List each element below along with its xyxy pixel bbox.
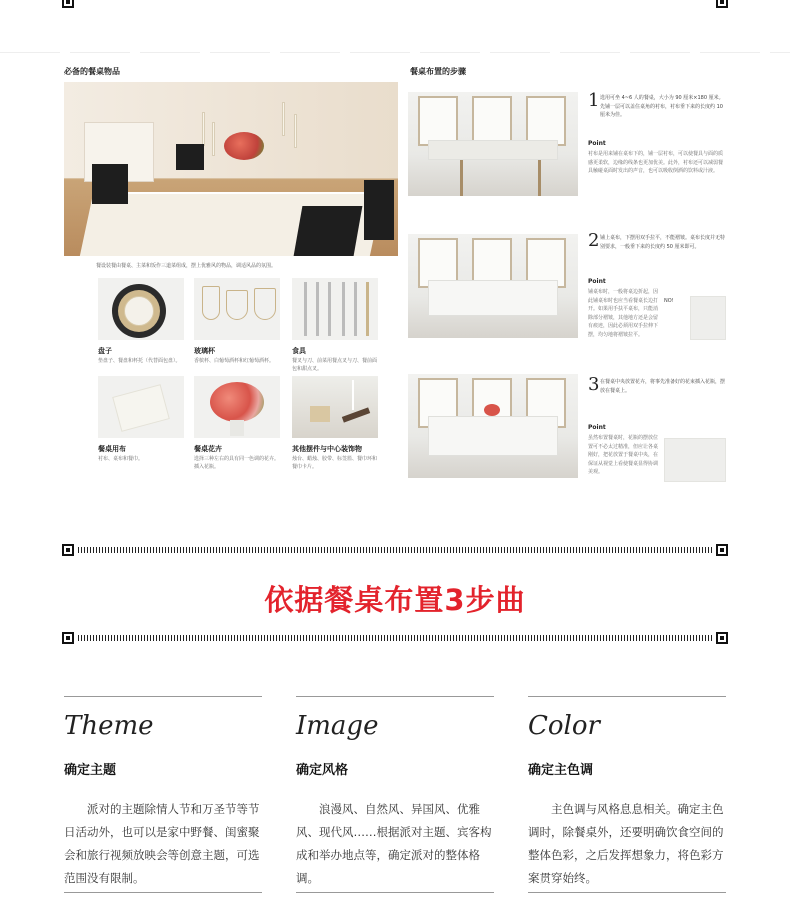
vase-closeup-photo <box>664 438 726 482</box>
item-name: 玻璃杯 <box>194 347 215 355</box>
section-divider <box>62 632 728 644</box>
wrong-method-photo <box>690 296 726 340</box>
item-desc: 垫盘子、餐盘和杯托（代替面包盘）。 <box>98 358 181 364</box>
linen-photo <box>98 376 184 438</box>
right-section-title: 餐桌布置的步骤 <box>410 67 466 76</box>
item-plates <box>98 278 184 366</box>
point-label: Point <box>588 424 606 431</box>
item-linen <box>98 376 184 464</box>
corner-square-icon <box>62 544 74 556</box>
item-flowers <box>194 376 280 471</box>
column-color <box>528 696 726 890</box>
item-desc: 烛台、蜡烛、胶带、标签篮、餐巾环和餐巾卡片。 <box>292 456 378 470</box>
corner-square-icon <box>716 632 728 644</box>
point-text: 铺桌布时，一般将桌边折起，因此铺桌布时也应当看餐桌长边打开。如果用手扶平桌布，只能消除部分褶皱，其他地方还是会留有痕迹，因此必须用双手拉伸下摆，均匀地将褶皱拉平。 <box>588 289 659 338</box>
column-title: 确定主色调 <box>528 763 594 778</box>
item-decor <box>292 376 378 471</box>
column-rule <box>64 696 262 697</box>
item-desc: 选择三种左右的具有同一色调的花卉。插入花瓶。 <box>194 456 280 470</box>
section-divider <box>62 544 728 556</box>
step-text: 在餐桌中央放置花卉，将事先准备好的花束插入花瓶，摆放在餐桌上。 <box>600 379 726 394</box>
column-rule <box>64 892 262 893</box>
step-2-photo <box>408 234 578 338</box>
item-name: 其他摆件与中心装饰物 <box>292 445 362 453</box>
corner-square-icon <box>62 0 74 8</box>
column-body: 主色调与风格息息相关。确定主色调时，除餐桌外，还要明确饮食空间的整体色彩，之后发挥想象力，将色彩方案贯穿始终。 <box>528 802 724 885</box>
step-number: 3 <box>588 374 600 395</box>
script-heading: Color <box>528 711 600 741</box>
no-label: NO! <box>664 298 674 304</box>
column-rule <box>528 892 726 893</box>
corner-square-icon <box>62 632 74 644</box>
column-theme <box>64 696 262 890</box>
step-text: 铺上桌布，下摆用双手拉平，不能褶皱。桌布长度并无特别要求，一般垂下来的长度约 50 厘米即可。 <box>600 235 726 250</box>
item-name: 餐桌花卉 <box>194 445 222 453</box>
script-heading: Theme <box>64 711 154 741</box>
decor-photo <box>292 376 378 438</box>
step-text: 选用可坐 4~6 人的餐桌，大小为 90 厘米×180 厘米。先铺一层可以盖住桌角的衬布，衬布垂下来的长度约 10 厘米为佳。 <box>600 95 724 118</box>
column-image <box>296 696 494 890</box>
point-text: 虽然布置餐桌时，花瓶的摆放位置可不必太过精准，但应让各桌刚好，把花放置于餐桌中央，在保证从视觉上看使餐桌显得协调美观。 <box>588 435 659 475</box>
corner-square-icon <box>716 544 728 556</box>
plates-photo <box>98 278 184 340</box>
column-title: 确定主题 <box>64 763 117 778</box>
column-rule <box>296 892 494 893</box>
top-border <box>62 0 728 8</box>
column-body: 浪漫风、自然风、异国风、优雅风、现代风……根据派对主题、宾客构成和举办地点等，确定派对的整体格调。 <box>296 802 492 885</box>
item-name: 盘子 <box>98 347 112 355</box>
item-cutlery <box>292 278 378 373</box>
column-body: 派对的主题除情人节和万圣节等节日活动外，也可以是家中野餐、闺蜜聚会和旅行视频放映会等创意主题，可选范围没有限制。 <box>64 802 260 885</box>
main-photo-caption: 餐设装餐由餐桌、主菜和饭作三道菜组成，摆上优雅风的物品，调适风品的氛围。 <box>96 263 277 269</box>
flowers-photo <box>194 376 280 438</box>
step-3-photo <box>408 374 578 478</box>
main-table-photo <box>64 82 398 256</box>
point-text: 衬布是用来铺在桌布下的，铺一层衬布，可以使餐具与面的质感更柔软，边缘的线条也更加优美。此外，衬布还可以减弱餐具触碰桌面时发出的声音，也可以吸收倒洒的饮料或汁液。 <box>588 151 724 174</box>
headline: 依据餐桌布置3步曲 <box>264 583 526 617</box>
item-desc: 香槟杯、白葡萄酒杯和红葡萄酒杯。 <box>194 358 275 364</box>
point-label: Point <box>588 278 606 285</box>
corner-square-icon <box>716 0 728 8</box>
column-rule <box>296 696 494 697</box>
cutlery-photo <box>292 278 378 340</box>
item-name: 食具 <box>292 347 306 355</box>
item-glasses <box>194 278 280 366</box>
step-number: 2 <box>588 230 600 251</box>
glasses-photo <box>194 278 280 340</box>
left-section-title: 必备的餐桌物品 <box>64 67 120 76</box>
item-desc: 衬布、桌布和餐巾。 <box>98 456 144 462</box>
step-1-photo <box>408 92 578 196</box>
column-title: 确定风格 <box>296 763 349 778</box>
script-heading: Image <box>296 711 379 741</box>
item-name: 餐桌用布 <box>98 445 126 453</box>
faint-divider <box>0 52 790 53</box>
point-label: Point <box>588 140 606 147</box>
column-rule <box>528 696 726 697</box>
step-number: 1 <box>588 90 600 111</box>
item-desc: 餐叉与刀、前菜用餐点叉与刀、餐前面包和甜点叉。 <box>292 358 378 372</box>
